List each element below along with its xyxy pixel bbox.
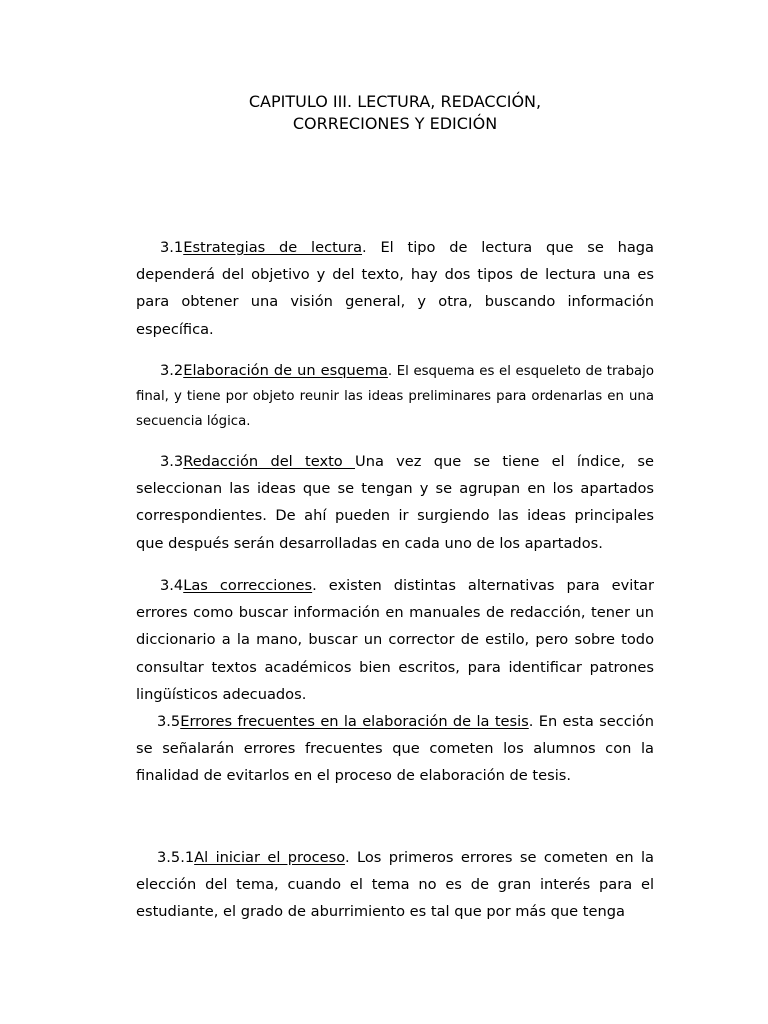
section-number: 3.3 xyxy=(160,453,184,470)
section-3-4-paragraph xyxy=(136,572,654,708)
section-3-5-1-paragraph xyxy=(136,844,654,926)
section-number: 3.2 xyxy=(160,362,184,379)
section-3-2-paragraph xyxy=(136,358,654,434)
chapter-title xyxy=(0,91,768,135)
section-body: . El esquema es el esqueleto de trabajo final, y tiene por objeto reunir las ideas preliminares para ordenarlas en una secuencia lógica. xyxy=(136,364,654,429)
section-3-1-paragraph xyxy=(136,234,654,343)
section-body: . existen distintas alternativas para evitar errores como buscar información en manuales de redacción, tener un diccionario a la mano, buscar un corrector de estilo, pero sobre todo consultar textos académicos bien escritos, para identificar patrones lingüísticos adecuados. xyxy=(136,577,654,703)
section-body: . En esta sección se señalarán errores frecuentes que cometen los alumnos con la finalidad de evitarlos en el proceso de elaboración de tesis. xyxy=(136,713,654,785)
section-3-5-paragraph xyxy=(136,708,654,790)
section-heading: Las correcciones xyxy=(183,577,313,594)
section-number: 3.4 xyxy=(160,577,184,594)
chapter-title-line-1: CAPITULO III. LECTURA, REDACCIÓN, xyxy=(248,92,542,111)
section-number: 3.1 xyxy=(160,239,184,256)
section-heading: Estrategias de lectura xyxy=(183,239,363,256)
section-body: . El tipo de lectura que se haga dependerá del objetivo y del texto, hay dos tipos de lectura una es para obtener una visión general, y otra, buscando información específica. xyxy=(136,239,654,338)
section-heading: Al iniciar el proceso xyxy=(194,849,345,866)
section-body: Una vez que se tiene el índice, se seleccionan las ideas que se tengan y se agrupan en los apartados correspondientes. De ahí pueden ir surgiendo las ideas principales que después serán desarrolladas en cada uno de los apartados. xyxy=(136,453,654,552)
section-body: . Los primeros errores se cometen en la elección del tema, cuando el tema no es de gran interés para el estudiante, el grado de aburrimiento es tal que por más que tenga xyxy=(136,849,654,921)
section-number: 3.5.1 xyxy=(157,849,195,866)
chapter-title-line-2: CORRECIONES Y EDICIÓN xyxy=(292,114,498,133)
section-number: 3.5 xyxy=(157,713,181,730)
section-heading: Errores frecuentes en la elaboración de la tesis xyxy=(180,713,529,730)
section-heading: Elaboración de un esquema xyxy=(183,362,388,379)
section-heading: Redacción del texto xyxy=(183,453,356,470)
section-3-3-paragraph xyxy=(136,448,654,557)
